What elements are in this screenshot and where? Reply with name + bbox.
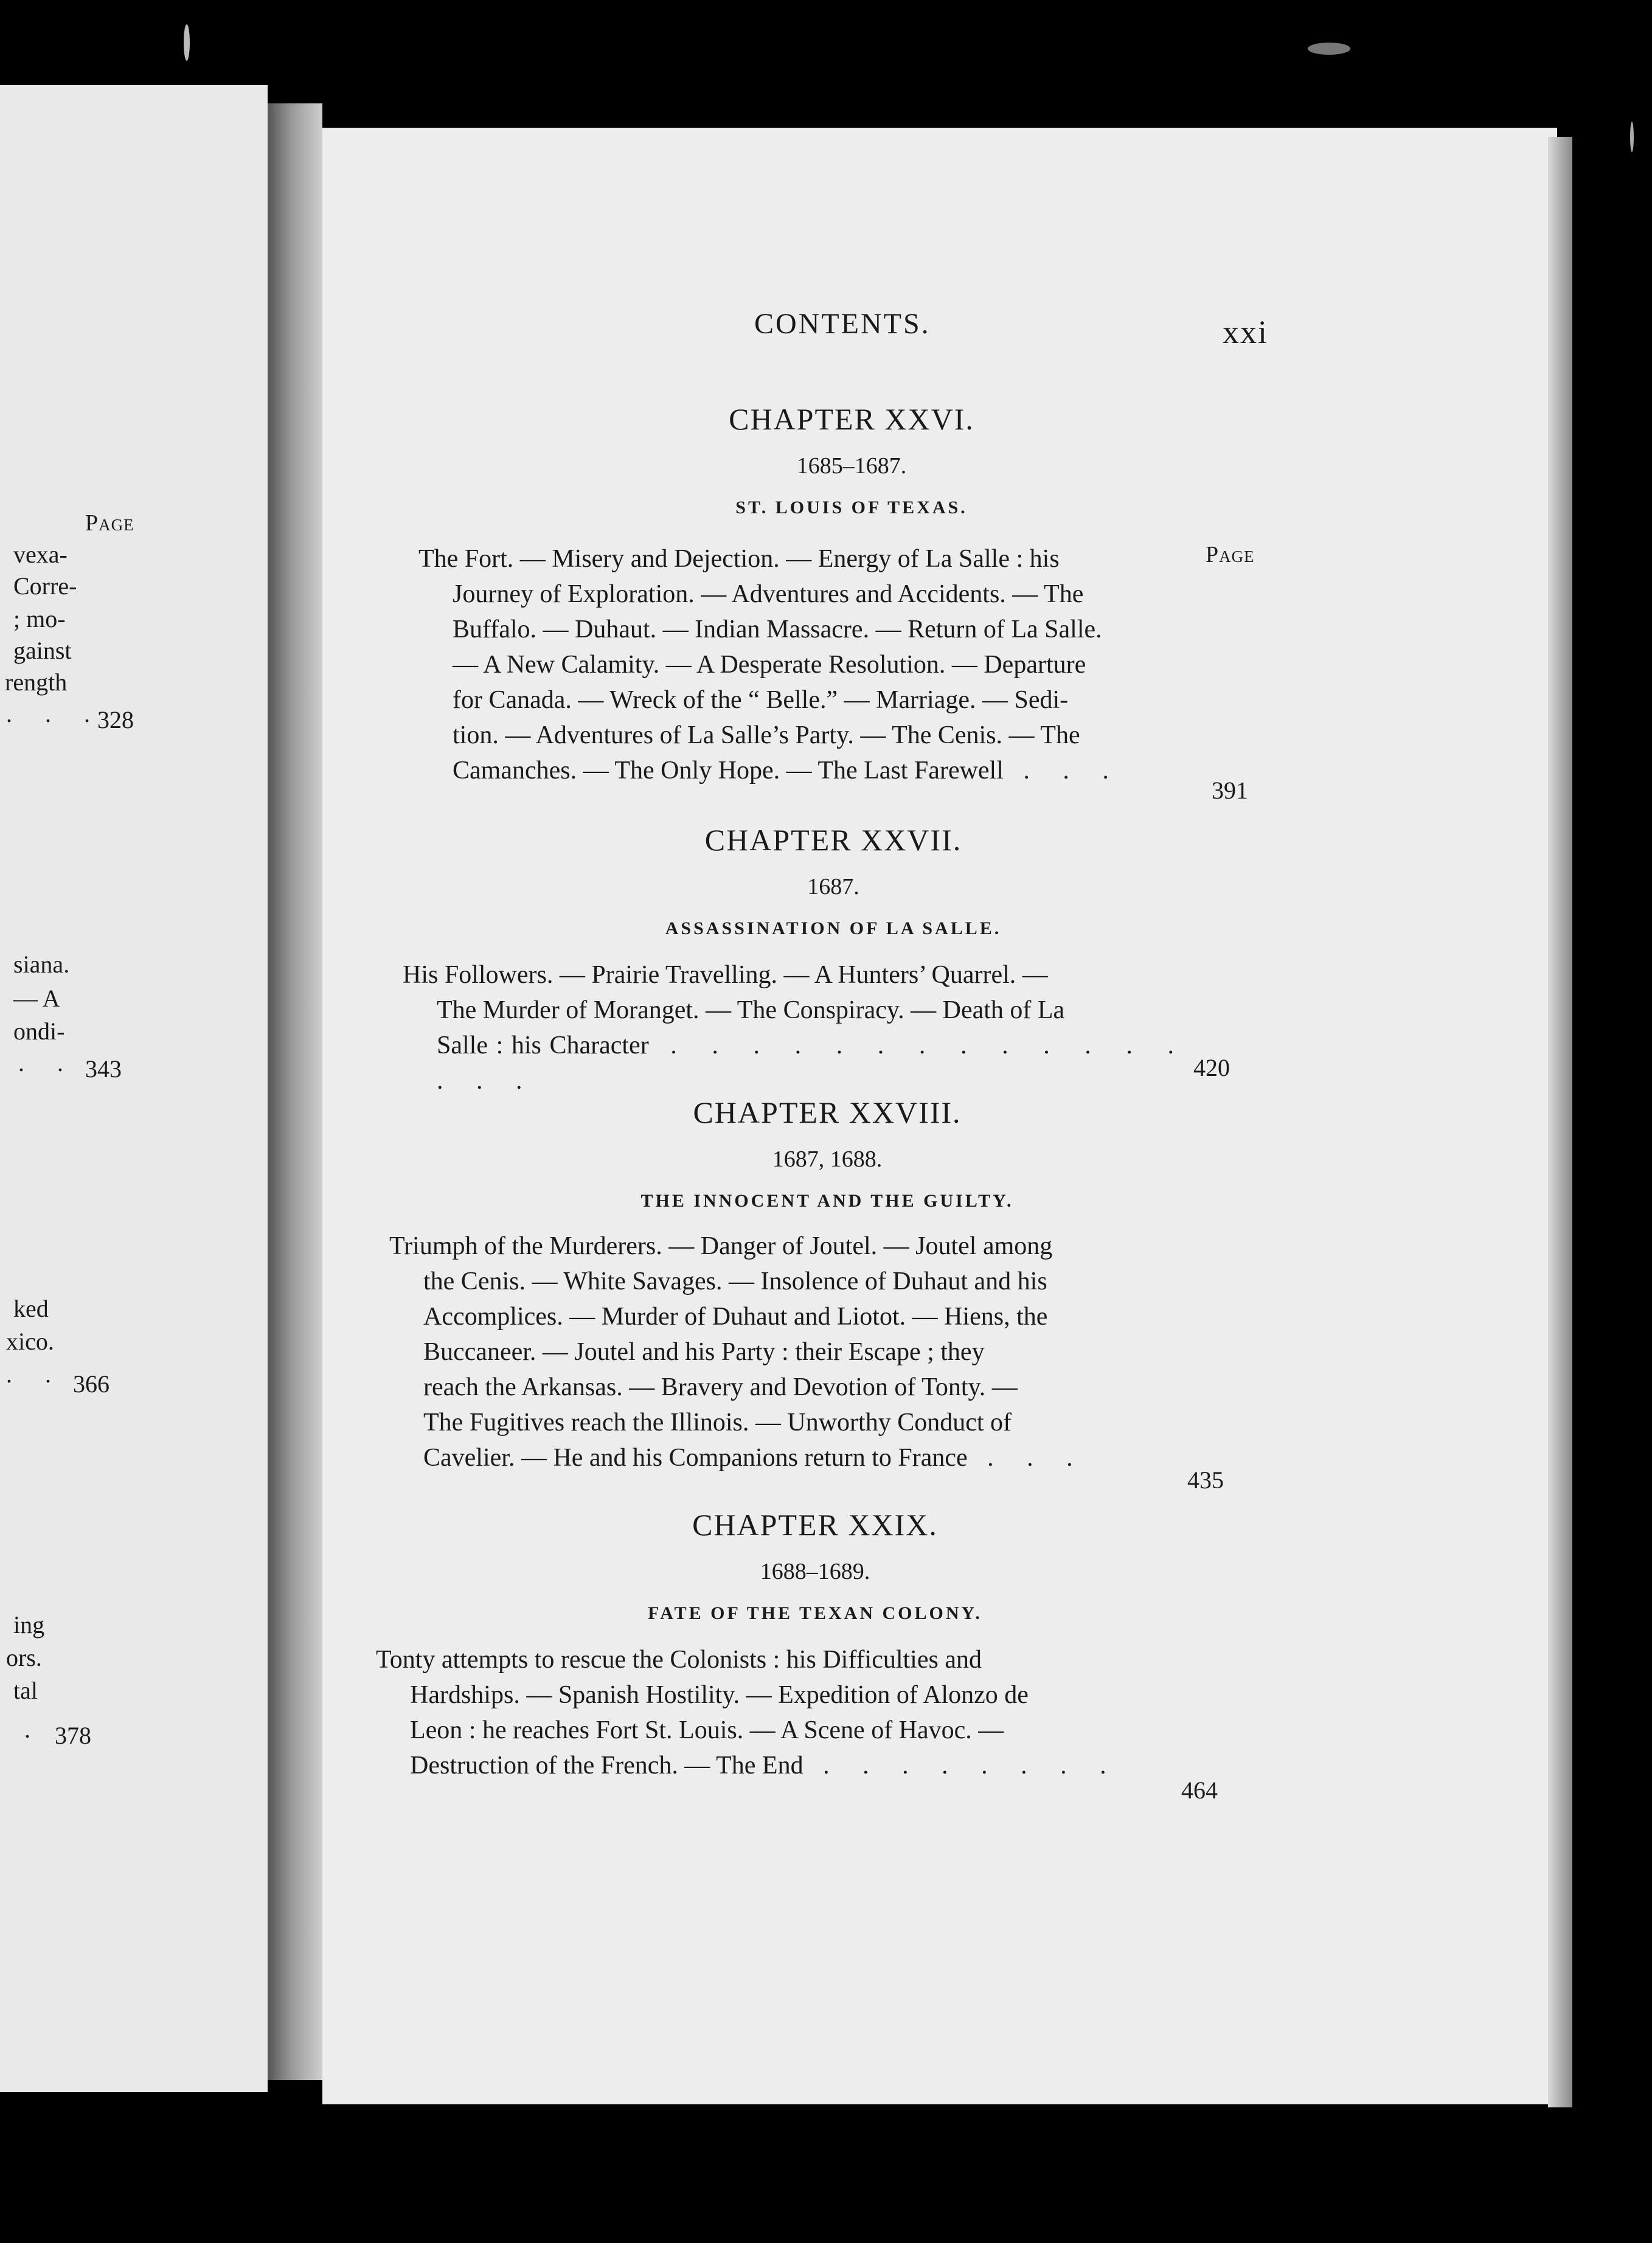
chapter-heading xyxy=(353,1095,1302,1212)
summary-line: Journey of Exploration. — Adventures and Accidents. — The xyxy=(453,580,1084,608)
leader-dots: . . . . . . . . . . . . . . . . xyxy=(437,1031,1187,1095)
summary-line: Cavelier. — He and his Companions return to France xyxy=(423,1444,968,1472)
summary-line: Buffalo. — Duhaut. — Indian Massacre. — Return of La Salle. xyxy=(453,615,1102,643)
chapter-page-number: 420 xyxy=(1193,1054,1230,1081)
left-fragment: gainst xyxy=(13,637,72,664)
left-leader-dots: . . . xyxy=(6,700,103,727)
summary-line: Hardships. — Spanish Hostility. — Expedition of Alonzo de xyxy=(410,1681,1029,1709)
left-fragment: ing xyxy=(13,1611,45,1638)
left-fragment: ondi- xyxy=(13,1017,65,1045)
summary-line: reach the Arkansas. — Bravery and Devotion of Tonty. — xyxy=(423,1373,1018,1401)
left-fragment: rength xyxy=(5,668,68,696)
summary-line: Triumph of the Murderers. — Danger of Joutel. — Joutel among xyxy=(389,1232,1053,1260)
scan-artifact xyxy=(1630,122,1634,152)
left-leader-dots: . . xyxy=(6,1361,64,1388)
left-fragment: ked xyxy=(13,1295,49,1322)
chapter-subtitle: ASSASSINATION OF LA SALLE. xyxy=(665,918,1002,938)
left-page-number: 328 xyxy=(97,706,134,733)
chapter-years: 1687. xyxy=(807,874,859,900)
leader-dots: . . . xyxy=(1003,757,1122,785)
summary-line: The Murder of Moranget. — The Conspiracy. — Death of La xyxy=(437,996,1065,1024)
book-gutter xyxy=(268,103,322,2080)
chapter-subtitle: ST. LOUIS OF TEXAS. xyxy=(735,497,968,518)
left-leader-dots: . . xyxy=(18,1049,77,1076)
summary-line: Leon : he reaches Fort St. Louis. — A Scene of Havoc. — xyxy=(410,1716,1004,1744)
left-fragment: Corre- xyxy=(13,572,77,600)
running-head-title: CONTENTS. xyxy=(754,308,931,340)
summary-line: Buccaneer. — Joutel and his Party : their Escape ; they xyxy=(423,1338,985,1366)
chapter-page-number: 464 xyxy=(1181,1777,1218,1804)
left-fragment: siana. xyxy=(13,951,70,978)
left-fragment: xico. xyxy=(6,1328,54,1355)
leader-dots: . . . xyxy=(967,1444,1086,1472)
chapter-summary xyxy=(376,1642,1161,1783)
chapter-summary xyxy=(389,1229,1174,1475)
left-fragment: ; mo- xyxy=(13,605,66,633)
left-page-number: 378 xyxy=(55,1722,91,1749)
summary-line: tion. — Adventures of La Salle’s Party. — The Cenis. — The xyxy=(453,721,1080,749)
left-page-label: Page xyxy=(85,510,134,536)
chapter-title: CHAPTER XXVII. xyxy=(704,823,962,857)
summary-line: Destruction of the French. — The End xyxy=(410,1752,803,1780)
left-fragment: tal xyxy=(13,1677,38,1704)
chapter-years: 1685–1687. xyxy=(796,453,907,479)
left-fragment: — A xyxy=(13,985,60,1012)
summary-line: for Canada. — Wreck of the “ Belle.” — Marriage. — Sedi- xyxy=(453,686,1069,714)
scan-artifact xyxy=(184,24,190,61)
chapter-heading xyxy=(341,1507,1289,1624)
chapter-page-number: 435 xyxy=(1187,1466,1224,1494)
scan-artifact xyxy=(1308,43,1350,55)
left-page-number: 366 xyxy=(73,1370,109,1398)
summary-line: Accomplices. — Murder of Duhaut and Liotot. — Hiens, the xyxy=(423,1303,1048,1331)
chapter-title: CHAPTER XXVI. xyxy=(729,402,974,436)
summary-line: His Followers. — Prairie Travelling. — A Hunters’ Quarrel. — xyxy=(403,961,1048,989)
chapter-subtitle: THE INNOCENT AND THE GUILTY. xyxy=(640,1191,1014,1211)
left-page xyxy=(0,85,268,2092)
leader-dots: . . . . . . . . xyxy=(803,1752,1120,1780)
chapter-years: 1688–1689. xyxy=(760,1559,870,1584)
summary-line: the Cenis. — White Savages. — Insolence of Duhaut and his xyxy=(423,1267,1047,1295)
chapter-summary xyxy=(418,541,1203,788)
chapter-title: CHAPTER XXIX. xyxy=(692,1508,938,1542)
chapter-subtitle: FATE OF THE TEXAN COLONY. xyxy=(648,1603,982,1623)
chapter-title: CHAPTER XXVIII. xyxy=(693,1095,962,1129)
left-leader-dots: . xyxy=(24,1716,44,1743)
summary-line: Tonty attempts to rescue the Colonists : his Difficulties and xyxy=(376,1646,982,1674)
left-page-number: 343 xyxy=(85,1055,122,1083)
chapter-heading xyxy=(359,822,1308,939)
summary-line: — A New Calamity. — A Desperate Resolution. — Departure xyxy=(453,651,1086,679)
page-column-label: Page xyxy=(1206,542,1255,567)
page-edge xyxy=(1548,137,1572,2107)
left-fragment: ors. xyxy=(6,1644,42,1671)
chapter-years: 1687, 1688. xyxy=(772,1146,883,1172)
left-fragment: vexa- xyxy=(13,541,68,568)
chapter-heading xyxy=(377,401,1326,518)
summary-line: The Fort. — Misery and Dejection. — Energy of La Salle : his xyxy=(418,545,1060,573)
chapter-summary xyxy=(403,957,1187,1098)
summary-line: The Fugitives reach the Illinois. — Unworthy Conduct of xyxy=(423,1409,1012,1437)
running-head-page-number: xxi xyxy=(1223,314,1269,350)
chapter-page-number: 391 xyxy=(1212,777,1248,804)
summary-line: Camanches. — The Only Hope. — The Last Farewell xyxy=(453,757,1004,785)
summary-line: Salle : his Character xyxy=(437,1031,649,1059)
